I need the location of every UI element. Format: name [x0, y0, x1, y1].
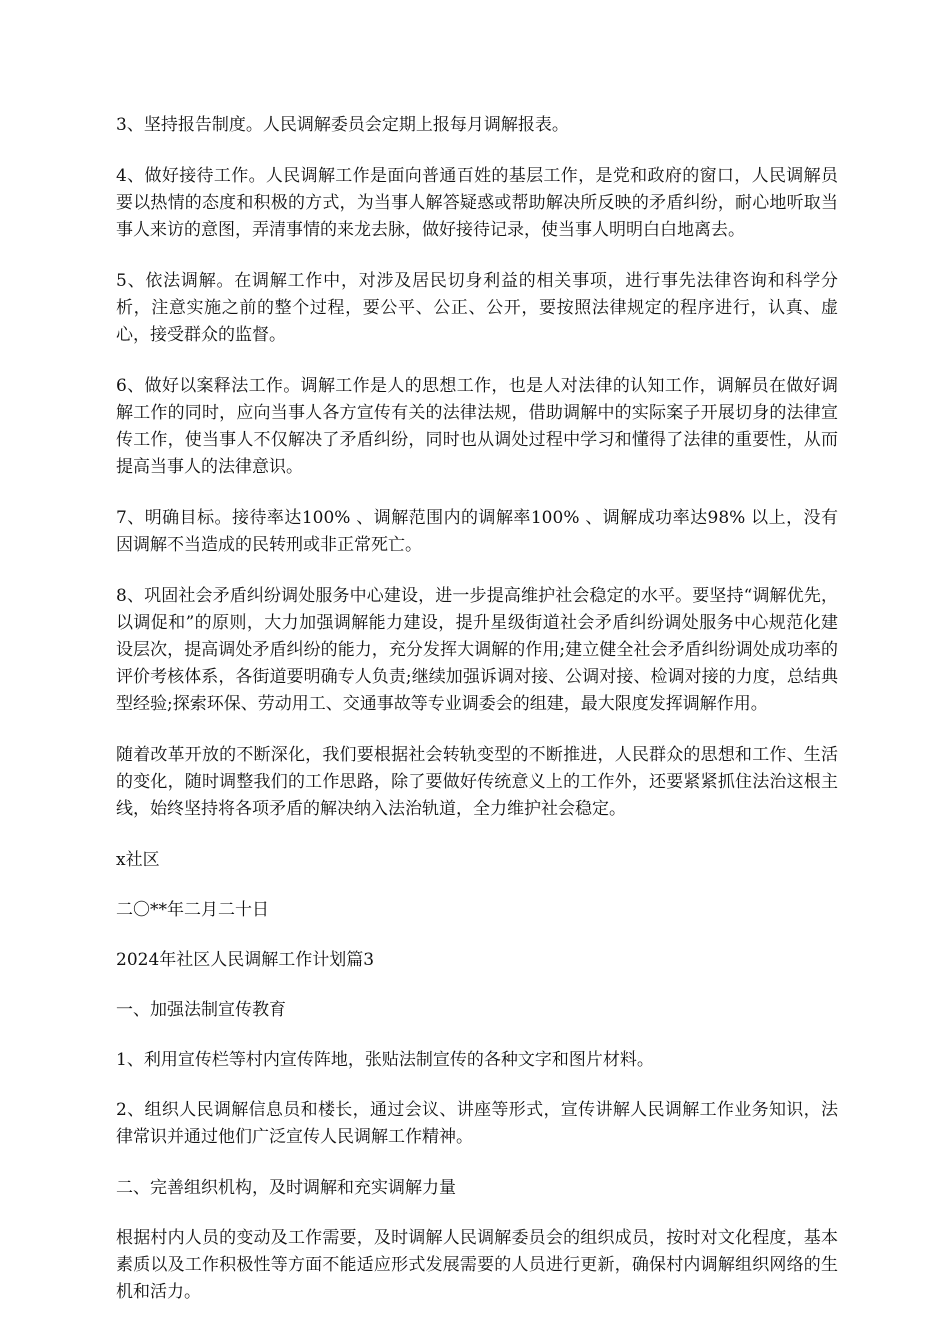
signature-date: 二〇**年二月二十日	[116, 900, 269, 920]
paragraph-information-officers: 2、组织人民调解信息员和楼长，通过会议、讲座等形式，宣传讲解人民调解工作业务知识，法律常识并通过他们广泛宣传人民调解工作精神。	[116, 1100, 838, 1147]
section-title-plan-3: 2024年社区人民调解工作计划篇3	[116, 950, 375, 970]
heading-legal-publicity: 一、加强法制宣传教育	[116, 1000, 286, 1020]
heading-organization: 二、完善组织机构，及时调解和充实调解力量	[116, 1178, 456, 1198]
paragraph-reception-work: 4、做好接待工作。人民调解工作是面向普通百姓的基层工作，是党和政府的窗口，人民调解员要以热情的态度和积极的方式，为当事人解答疑惑或帮助解决所反映的矛盾纠纷，耐心地听取当事人来访的意图，弄清事情的来龙去脉，做好接待记录，使当事人明明白白地离去。	[116, 166, 838, 240]
paragraph-clear-targets: 7、明确目标。接待率达100% 、调解范围内的调解率100% 、调解成功率达98% 以上，没有因调解不当造成的民转刑或非正常死亡。	[116, 508, 838, 555]
signature-community: x社区	[116, 850, 160, 870]
paragraph-bulletin-boards: 1、利用宣传栏等村内宣传阵地，张贴法制宣传的各种文字和图片材料。	[116, 1050, 654, 1070]
document-body	[116, 112, 838, 1330]
paragraph-conclusion: 随着改革开放的不断深化，我们要根据社会转轨变型的不断推进，人民群众的思想和工作、生活的变化，随时调整我们的工作思路，除了要做好传统意义上的工作外，还要紧紧抓住法治这根主线，始终坚持将各项矛盾的解决纳入法治轨道，全力维护社会稳定。	[116, 745, 838, 819]
paragraph-report-system: 3、坚持报告制度。人民调解委员会定期上报每月调解报表。	[116, 115, 569, 135]
paragraph-member-update: 根据村内人员的变动及工作需要，及时调解人民调解委员会的组织成员，按时对文化程度，基本素质以及工作积极性等方面不能适应形式发展需要的人员进行更新，确保村内调解组织网络的生机和活力。	[116, 1228, 838, 1302]
paragraph-service-center: 8、巩固社会矛盾纠纷调处服务中心建设，进一步提高维护社会稳定的水平。要坚持“调解优先，以调促和”的原则，大力加强调解能力建设，提升星级街道社会矛盾纠纷调处服务中心规范化建设层次，提高调处矛盾纠纷的能力，充分发挥大调解的作用;建立健全社会矛盾纠纷调处成功率的评价考核体系，各街道要明确专人负责;继续加强诉调对接、公调对接、检调对接的力度，总结典型经验;探索环保、劳动用工、交通事故等专业调委会的组建，最大限度发挥调解作用。	[116, 586, 838, 714]
paragraph-case-law-education: 6、做好以案释法工作。调解工作是人的思想工作，也是人对法律的认知工作，调解员在做好调解工作的同时，应向当事人各方宣传有关的法律法规，借助调解中的实际案子开展切身的法律宣传工作，使当事人不仅解决了矛盾纠纷，同时也从调处过程中学习和懂得了法律的重要性，从而提高当事人的法律意识。	[116, 376, 838, 477]
paragraph-lawful-mediation: 5、依法调解。在调解工作中，对涉及居民切身利益的相关事项，进行事先法律咨询和科学分析，注意实施之前的整个过程，要公平、公正、公开，要按照法律规定的程序进行，认真、虚心，接受群众的监督。	[116, 271, 838, 345]
